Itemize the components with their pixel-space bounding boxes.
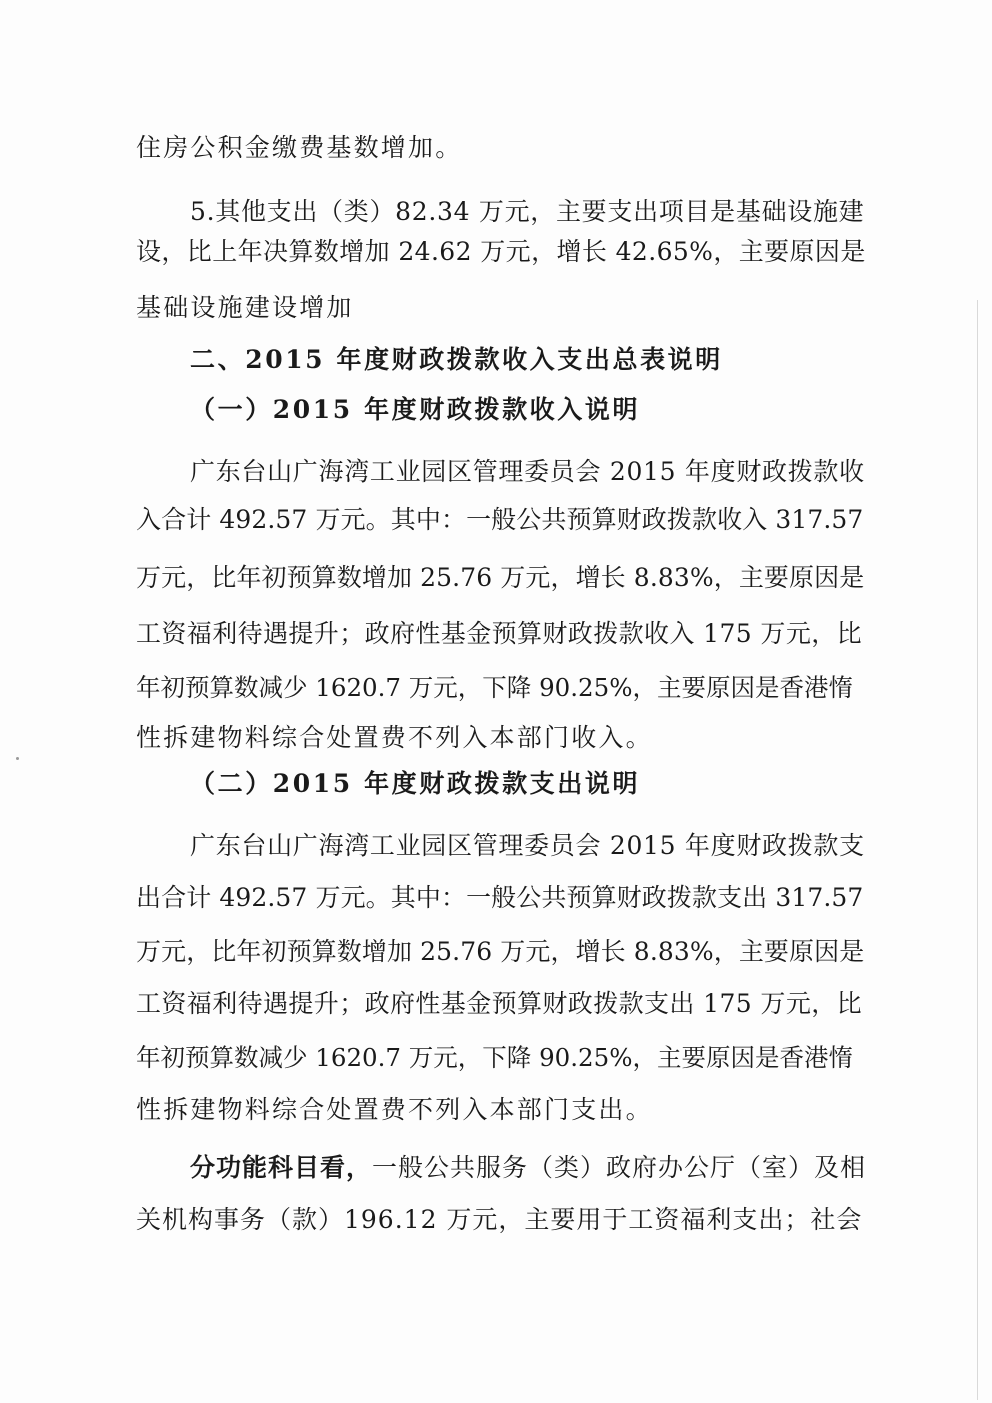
text-line-20 (190, 1148, 866, 1188)
text-line-10: 工资福利待遇提升；政府性基金预算财政拨款收入 175 万元，比 (136, 619, 863, 648)
text-line-11: 年初预算数减少 1620.7 万元，下降 90.25%，主要原因是香港惰 (136, 673, 854, 702)
text-line-14: 广东台山广海湾工业园区管理委员会 2015 年度财政拨款支 (190, 831, 865, 860)
function-subject-text: 一般公共服务（类）政府办公厅（室）及相 (372, 1153, 867, 1182)
function-subject-lead: 分功能科目看， (190, 1153, 373, 1182)
subsection-heading-2: （二）2015 年度财政拨款支出说明 (190, 769, 641, 798)
text-line-15: 出合计 492.57 万元。其中：一般公共预算财政拨款支出 317.57 (136, 883, 864, 912)
text-line-19: 性拆建物料综合处置费不列入本部门支出。 (136, 1095, 653, 1124)
text-line-9: 万元，比年初预算数增加 25.76 万元，增长 8.83%，主要原因是 (136, 563, 865, 592)
scan-speck (16, 757, 19, 760)
text-line-18: 年初预算数减少 1620.7 万元，下降 90.25%，主要原因是香港惰 (136, 1043, 854, 1072)
section-heading-2: 二、2015 年度财政拨款收入支出总表说明 (190, 345, 723, 374)
text-line-8: 入合计 492.57 万元。其中：一般公共预算财政拨款收入 317.57 (136, 505, 864, 534)
text-line-3: 设，比上年决算数增加 24.62 万元，增长 42.65%，主要原因是 (136, 237, 866, 266)
text-line-21: 关机构事务（款）196.12 万元，主要用于工资福利支出；社会 (136, 1205, 863, 1234)
text-line-1: 住房公积金缴费基数增加。 (136, 133, 463, 162)
text-line-12: 性拆建物料综合处置费不列入本部门收入。 (136, 723, 653, 752)
text-line-2: 5.其他支出（类）82.34 万元，主要支出项目是基础设施建 (190, 197, 865, 226)
text-line-17: 工资福利待遇提升；政府性基金预算财政拨款支出 175 万元，比 (136, 989, 863, 1018)
text-line-16: 万元，比年初预算数增加 25.76 万元，增长 8.83%，主要原因是 (136, 937, 865, 966)
text-line-4: 基础设施建设增加 (136, 293, 354, 322)
scan-edge (977, 300, 978, 1400)
subsection-heading-1: （一）2015 年度财政拨款收入说明 (190, 395, 641, 424)
text-line-7: 广东台山广海湾工业园区管理委员会 2015 年度财政拨款收 (190, 457, 865, 486)
